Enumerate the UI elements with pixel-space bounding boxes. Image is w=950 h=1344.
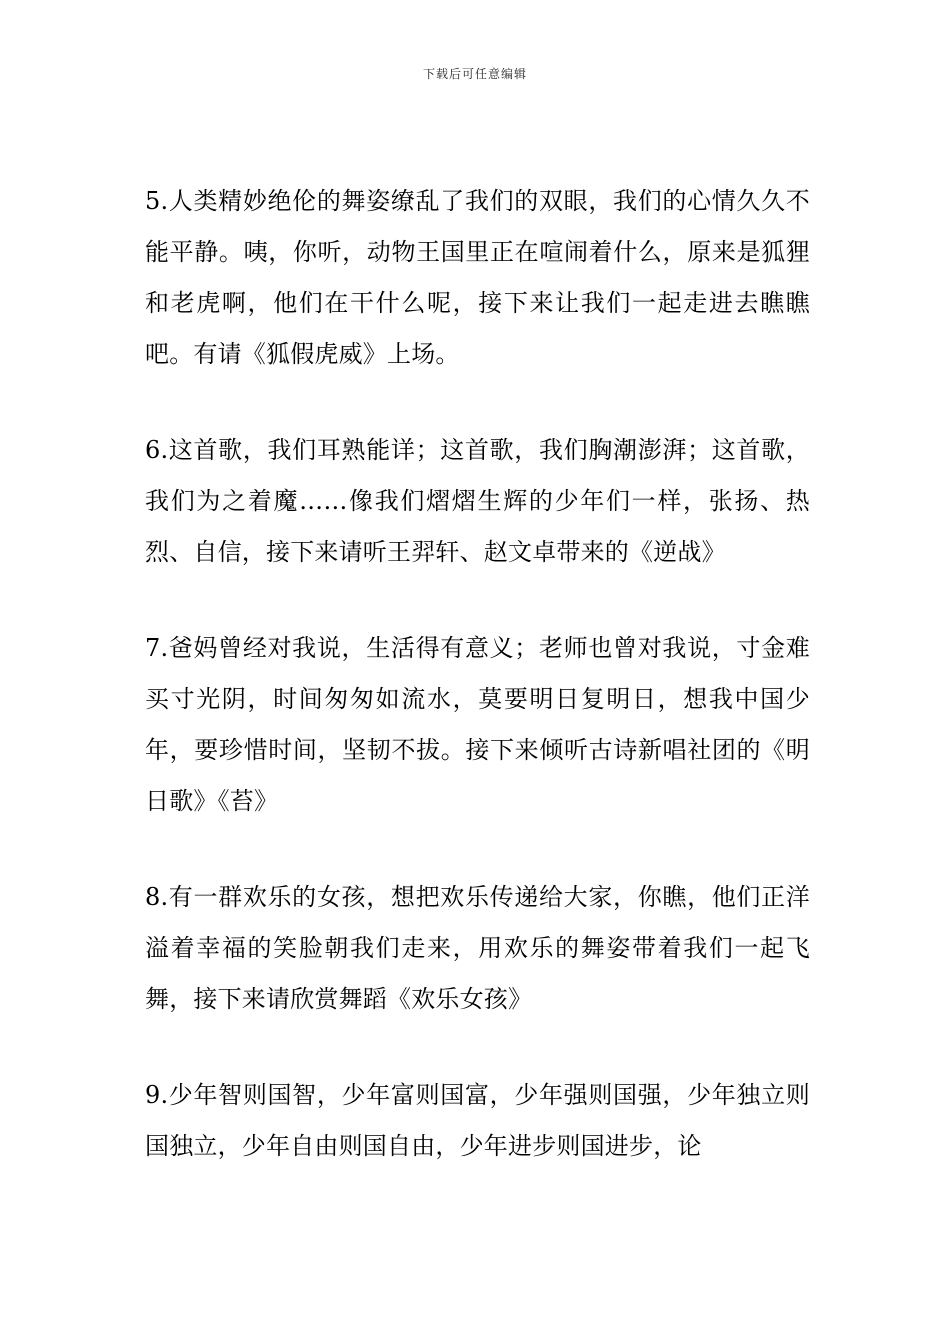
paragraph-6: 6.这首歌，我们耳熟能详；这首歌，我们胸潮澎湃；这首歌，我们为之着魔……像我们熠熠生辉的少年们一样，张扬、热烈、自信，接下来请听王羿轩、赵文卓带来的《逆战》 [145,436,810,566]
header-note: 下载后可任意编辑 [422,67,527,81]
document-body [145,176,810,1212]
paragraph-8: 8.有一群欢乐的女孩，想把欢乐传递给大家，你瞧，他们正洋溢着幸福的笑脸朝我们走来，用欢乐的舞姿带着我们一起飞舞，接下来请欣赏舞蹈《欢乐女孩》 [145,883,810,1013]
paragraph-9: 9.少年智则国智，少年富则国富，少年强则国强，少年独立则国独立，少年自由则国自由，少年进步则国进步，论 [145,1081,810,1160]
paragraph-5: 5.人类精妙绝伦的舞姿缭乱了我们的双眼，我们的心情久久不能平静。咦，你听，动物王国里正在喧闹着什么，原来是狐狸和老虎啊，他们在干什么呢，接下来让我们一起走进去瞧瞧吧。有请《狐假虎威》上场。 [145,187,810,368]
paragraph-7: 7.爸妈曾经对我说，生活得有意义；老师也曾对我说，寸金难买寸光阴，时间匆匆如流水，莫要明日复明日，想我中国少年，要珍惜时间，坚韧不拔。接下来倾听古诗新唱社团的《明日歌》《苔》 [145,634,810,815]
